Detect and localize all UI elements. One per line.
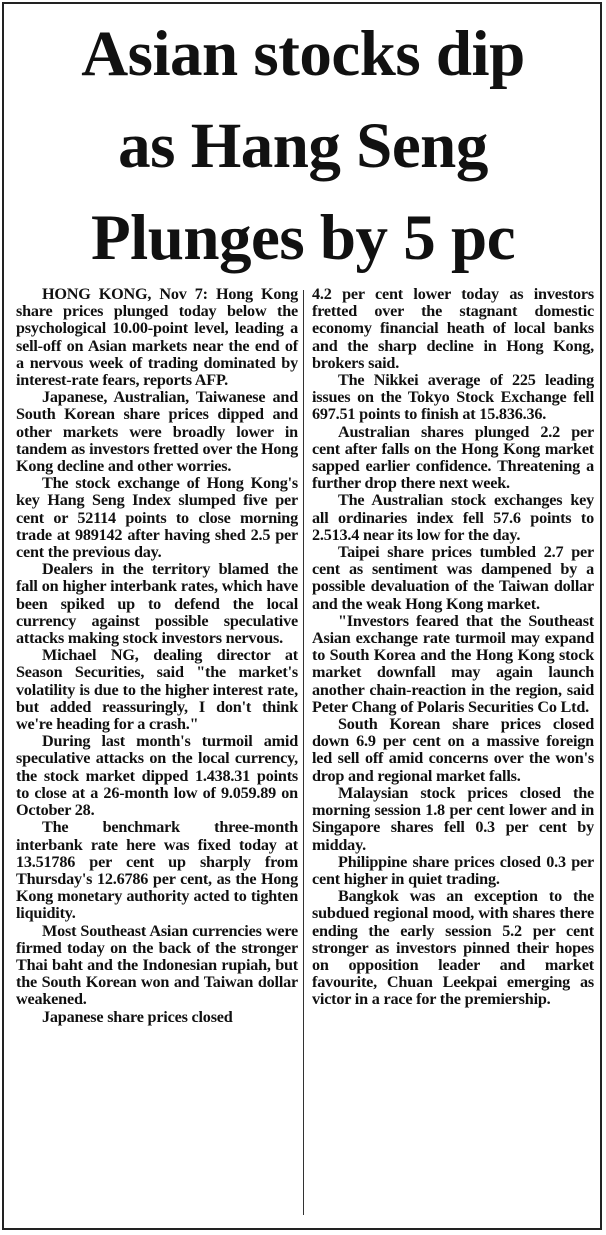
article-paragraph: Most Southeast Asian currencies were firmed today on the back of the stronger Thai baht and the Indonesian rupiah, but the South Korean won and Taiwan dollar weakened. (16, 921, 298, 1009)
article-paragraph: Japanese, Australian, Taiwanese and South Korean share prices dipped and other markets were broadly lower in tandem as investors fretted over the Hong Kong decline and other worries. (16, 388, 298, 476)
article-paragraph: The Australian stock exchanges key all ordinaries index fell 57.6 points to 2.513.4 near its low for the day. (312, 491, 594, 544)
article-column-right (312, 286, 594, 1026)
article-paragraph: The benchmark three-month interbank rate here was fixed today at 13.51786 per cent up sharply from Thursday's 12.6786 per cent, as the Hong Kong monetary authority acted to tighten liquidity. (16, 818, 298, 923)
article-paragraph: Japanese share prices closed (42, 1007, 233, 1026)
article-paragraph: Malaysian stock prices closed the morning session 1.8 per cent lower and in Singapore shares fell 0.3 per cent by midday. (312, 783, 594, 854)
dateline: HONG KONG, Nov 7: (42, 285, 208, 303)
article-paragraph: Bangkok was an exception to the subdued regional mood, with shares there ending the early session 5.2 per cent stronger as investors pinned their hopes on opposition leader and market favourite, Chuan Leekpai emerging as victor in a race for the premiership. (312, 887, 594, 1009)
article-paragraph: Taipei share prices tumbled 2.7 per cent as sentiment was dampened by a possible devaluation of the Taiwan dollar and the weak Hong Kong market. (312, 543, 594, 613)
article-paragraph: "Investors feared that the Southeast Asian exchange rate turmoil may expand to South Korea and the Hong Kong stock market downfall may again launch another chain-reaction in the region, said Peter Chang of Polaris Securities Co Ltd. (312, 611, 594, 716)
article-paragraph: South Korean share prices closed down 6.9 per cent on a massive foreign led sell off amid concerns over the won's drop and regional market falls. (312, 715, 594, 785)
article-paragraph: The stock exchange of Hong Kong's key Hang Seng Index slumped five per cent or 52114 points to close morning trade at 989142 after having shed 2.5 per cent the previous day. (16, 474, 298, 562)
headline-line-2: as Hang Seng (118, 110, 488, 182)
article-body (16, 286, 594, 1026)
article-paragraph: Australian shares plunged 2.2 per cent after falls on the Hong Kong market sapped earlier confidence. Threatening a further drop there next week. (312, 422, 594, 493)
article-paragraph: Philippine share prices closed 0.3 per cent higher in quiet trading. (312, 852, 594, 888)
article-paragraph: HONG KONG, Nov 7: Hong Kong share prices plunged today below the psychological 10.00-point level, leading a sell-off on Asian markets near the end of a nervous week of trading dominated by interest-rate fears, reports AFP. (16, 285, 298, 390)
article-paragraph: During last month's turmoil amid speculative attacks on the local currency, the stock market dipped 1.438.31 points to close at a 26-month low of 9.059.89 on October 28. (16, 732, 298, 820)
article-paragraph: 4.2 per cent lower today as investors fretted over the stagnant domestic economy financial heath of local banks and the sharp decline in Hong Kong, brokers said. (312, 285, 594, 372)
article-paragraph: Michael NG, dealing director at Season Securities, said "the market's volatility is due to the higher interest rate, but added reassuringly, I don't think we're heading for a crash." (16, 646, 298, 734)
article-paragraph: The Nikkei average of 225 leading issues on the Tokyo Stock Exchange fell 697.51 points to finish at 15.836.36. (312, 371, 594, 424)
article-column-left (16, 286, 298, 1026)
headline-line-1: Asian stocks dip (81, 18, 525, 90)
headline (0, 8, 606, 284)
article-paragraph: Dealers in the territory blamed the fall on higher interbank rates, which have been spiked up to defend the local currency against possible speculative attacks making stock investors nervous. (16, 560, 298, 648)
headline-line-3: Plunges by 5 pc (90, 202, 516, 274)
